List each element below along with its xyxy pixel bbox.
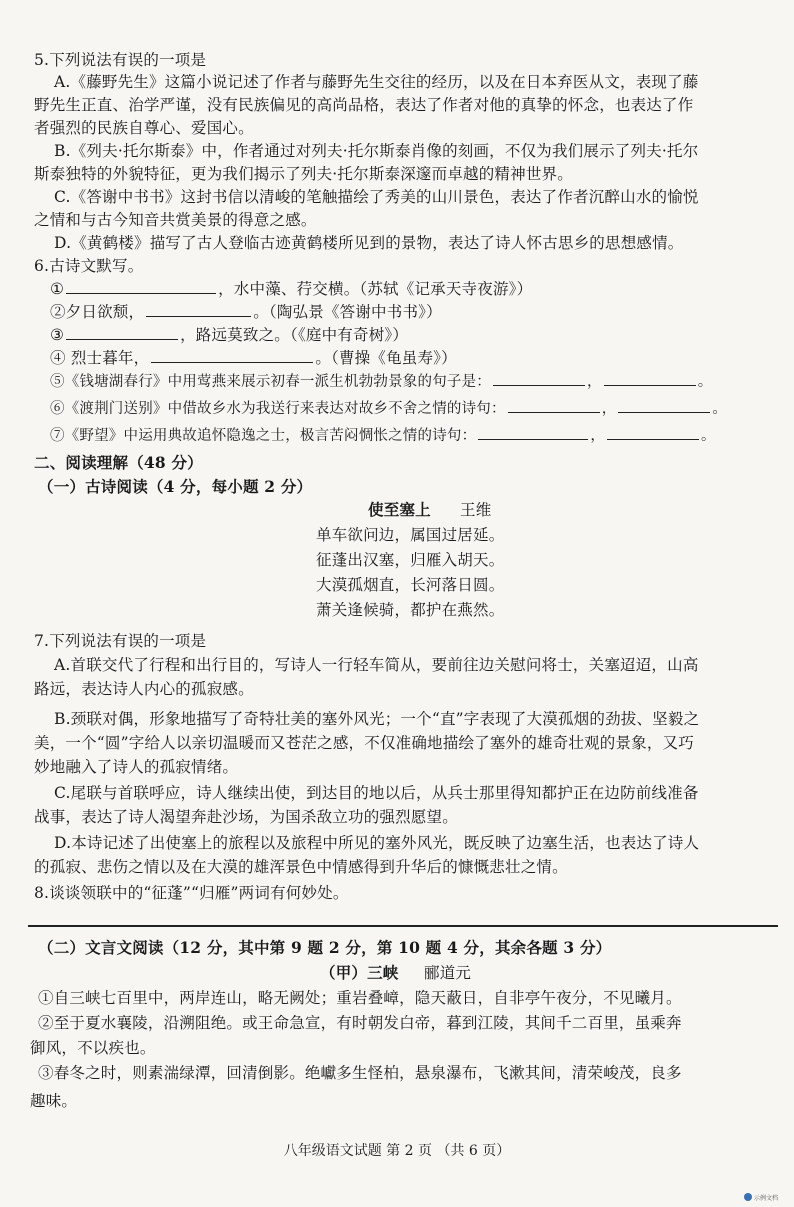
q6-item1 [50,278,532,300]
q6-item7-mid: ， [590,428,606,444]
q5-option-c-line1: C.《答谢中书书》这封书信以清峻的笔触描绘了秀美的山川景色，表达了作者沉醉山水的愉悦 [54,188,699,206]
section2-sub1: （一）古诗阅读（4 分，每小题 2 分） [38,477,313,496]
q6-item6-pre: ⑥《渡荆门送别》中借故乡水为我送行来表达对故乡不舍之情的诗句： [50,401,506,417]
q5-stem: 5.下列说法有误的一项是 [34,51,207,69]
q7-option-c-line2: 战事，表达了诗人渴望奔赴沙场，为国杀敌立功的强烈愿望。 [34,808,458,826]
q6-item5-blank1[interactable] [493,370,585,386]
q6-item3-post: ，路远莫致之。（《庭中有奇树》） [180,326,409,344]
q6-item3-pre: ③ [50,326,65,344]
q7-option-b-line2: 美，一个“圆”字给人以亲切温暖而又苍茫之感，不仅准确地描绘了塞外的雄奇壮观的景象，又巧 [34,734,694,752]
q6-item5 [50,370,712,393]
q7-option-d-line2: 的孤寂、悲伤之情以及在大漠的雄浑景色中情感得到升华后的慷慨悲壮之情。 [34,858,568,876]
q6-item2 [50,301,442,323]
q7-option-d-line1: D.本诗记述了出使塞上的旅程以及旅程中所见的塞外风光，既反映了边塞生活，也表达了诗人 [54,834,700,852]
q6-item7-pre: ⑦《野望》中运用典故追怀隐逸之士，极言苦闷惆怅之情的诗句： [50,428,477,444]
q7-option-b-line3: 妙地融入了诗人的孤寂情绪。 [34,758,239,776]
watermark-logo [744,1192,784,1202]
section2-sub2: （二）文言文阅读（12 分，其中第 9 题 2 分，第 10 题 4 分，其余各题 3 分） [38,938,612,957]
q6-stem: 6.古诗文默写。 [34,257,144,275]
q5-option-d-line1: D.《黄鹤楼》描写了古人登临古迹黄鹤楼所见到的景物，表达了诗人怀古思乡的思想感情。 [54,234,684,252]
q5-option-a-line3: 者强烈的民族自尊心、爱国心。 [34,119,254,137]
q6-item4-pre: ④ 烈士暮年， [50,349,150,367]
q6-item5-post: 。 [697,374,713,390]
q7-option-a-line2: 路远，表达诗人内心的孤寂感。 [34,680,254,698]
poem-line-2: 征蓬出汉塞，归雁入胡天。 [316,551,505,569]
section2-title: 二、阅读理解（48 分） [34,453,203,472]
poem-line-3: 大漠孤烟直，长河落日圆。 [316,576,505,594]
q6-item6-mid: ， [601,401,617,417]
q6-item3 [50,324,408,346]
poem-line-4: 萧关逢候骑，都护在燕然。 [316,601,505,619]
q6-item1-blank[interactable] [66,278,216,294]
q6-item6-post: 。 [712,401,728,417]
q6-item1-post: ，水中藻、荇交横。（苏轼《记承天寺夜游》） [218,280,533,298]
q6-item5-mid: ， [587,374,602,390]
q7-option-b-line1: B.颈联对偶，形象地描写了奇特壮美的塞外风光；一个“直”字表现了大漠孤烟的劲拔、坚毅之 [54,710,700,728]
q6-item2-post: 。（陶弘景《答谢中书书》） [253,303,442,321]
q6-item4 [50,347,457,369]
q6-item4-blank[interactable] [151,347,313,363]
poem-line-1: 单车欲问边，属国过居延。 [316,526,505,544]
passage-para3-line1: ③春冬之时，则素湍绿潭，回清倒影。绝巘多生怪柏，悬泉瀑布，飞漱其间，清荣峻茂，良多 [38,1064,682,1082]
passage-para1: ①自三峡七百里中，两岸连山，略无阙处；重岩叠嶂，隐天蔽日，自非亭午夜分，不见曦月。 [38,989,682,1007]
q5-option-b-line2: 斯泰独特的外貌特征，更为我们揭示了列夫·托尔斯泰深邃而卓越的精神世界。 [34,165,573,183]
q8-stem: 8.谈谈领联中的“征蓬”“归雁”两词有何妙处。 [34,884,349,902]
q6-item6-blank1[interactable] [508,397,600,413]
section-divider [28,925,778,927]
q6-item2-pre: ②夕日欲颓， [50,303,145,321]
logo-icon [744,1193,752,1201]
q7-stem: 7.下列说法有误的一项是 [34,632,207,650]
q5-option-a-line1: A.《藤野先生》这篇小说记述了作者与藤野先生交往的经历，以及在日本弃医从文，表现了藤 [54,73,699,91]
poem-author: 王维 [460,501,492,519]
q5-option-a-line2: 野先生正直、治学严谨，没有民族偏见的高尚品格，表达了作者对他的真挚的怀念，也表达了作 [34,96,694,114]
poem-title: 使至塞上 [368,500,431,519]
q7-option-a-line1: A.首联交代了行程和出行目的，写诗人一行轻车简从，要前往边关慰问将士，关塞迢迢，山高 [54,656,699,674]
q6-item7 [50,424,716,447]
q6-item5-pre: ⑤《钱塘湖春行》中用莺燕来展示初春一派生机勃勃景象的句子是： [50,374,491,390]
q6-item4-post: 。（曹操《龟虽寿》） [315,349,457,367]
q7-option-c-line1: C.尾联与首联呼应，诗人继续出使，到达目的地以后，从兵士那里得知都护正在边防前线准备 [54,784,699,802]
q6-item7-blank2[interactable] [607,424,699,440]
q6-item1-pre: ① [50,280,65,298]
q6-item3-blank[interactable] [66,324,178,340]
q6-item2-blank[interactable] [146,301,251,317]
q6-item6 [50,397,727,420]
q6-item7-post: 。 [701,428,716,444]
q6-item5-blank2[interactable] [604,370,696,386]
q5-option-c-line2: 之情和与古今知音共赏美景的得意之感。 [34,211,317,229]
passage-para3-line2: 趣味。 [30,1092,78,1110]
passage-para2-line2: 御风，不以疾也。 [30,1039,156,1057]
page-footer: 八年级语文试题 第 2 页 （共 6 页） [283,1143,511,1159]
logo-text: 示例文档 [754,1194,779,1202]
passage-para2-line1: ②至于夏水襄陵，沿溯阻绝。或王命急宣，有时朝发白帝，暮到江陵，其间千二百里，虽乘奔 [38,1014,682,1032]
passage-title: （甲）三峡 [320,963,399,982]
passage-author: 郦道元 [424,964,472,982]
q5-option-b-line1: B.《列夫·托尔斯泰》中，作者通过对列夫·托尔斯泰肖像的刻画，不仅为我们展示了列夫·托尔 [54,142,699,160]
q6-item7-blank1[interactable] [478,424,588,440]
q6-item6-blank2[interactable] [618,397,710,413]
